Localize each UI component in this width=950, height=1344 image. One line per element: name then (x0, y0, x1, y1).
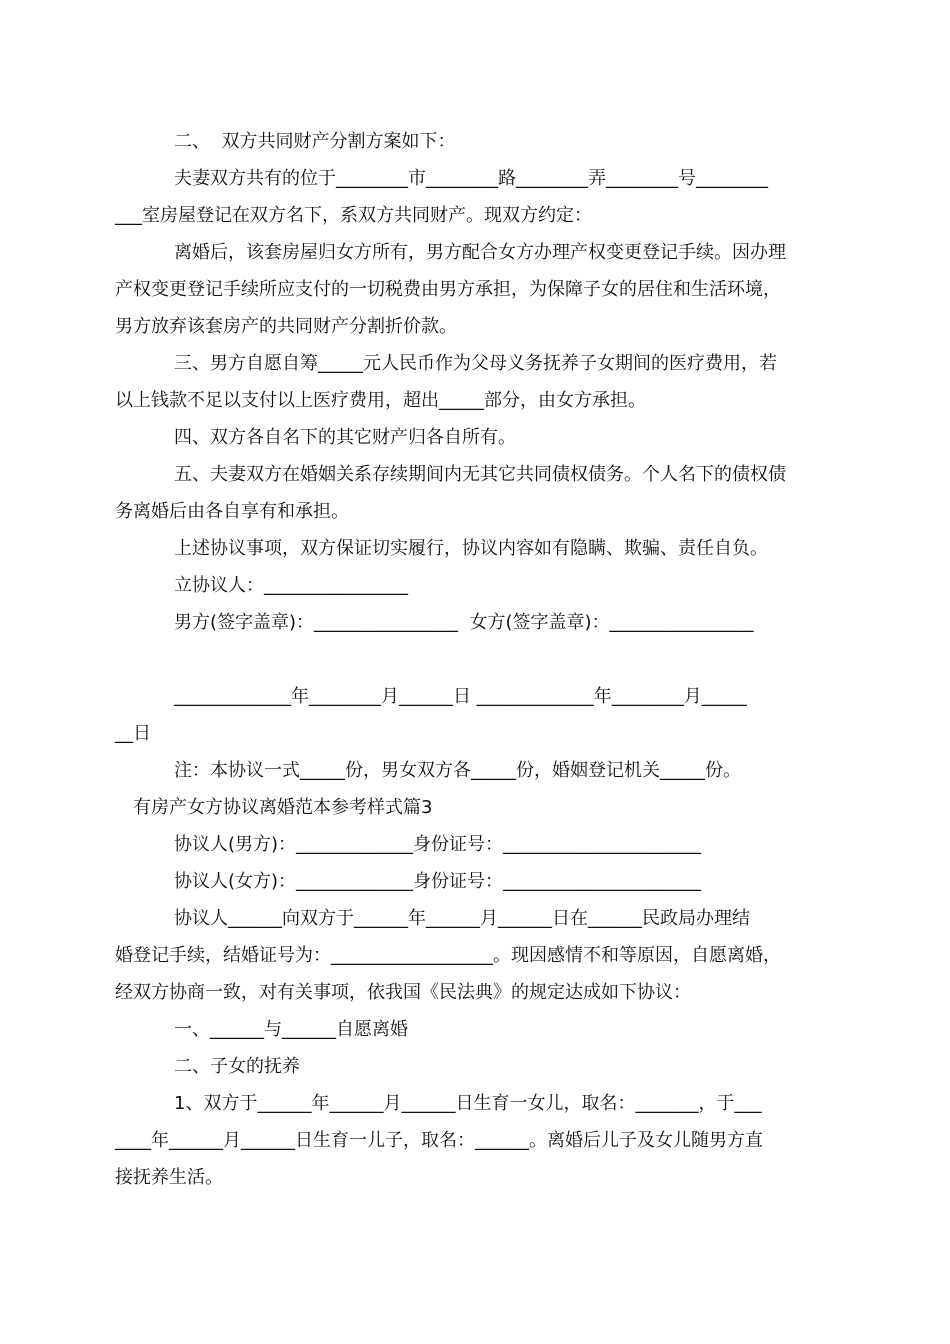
date-line-cont: __日 (115, 723, 151, 744)
party-male-line: 协议人(男方)：_____________身份证号：______________________ (174, 834, 702, 855)
property-address-line: 夫妻双方共有的位于________市________路________弄________号________ (174, 168, 768, 189)
section-five-line-cont: 务离婚后由各自享有和承担。 (115, 501, 349, 522)
marriage-registration-line: 协议人______向双方于______年______月______日在______民政局办理结 (174, 908, 750, 929)
child-custody-line-cont: ____年______月______日生育一儿子，取名：______。离婚后儿子及女儿随男方直 (115, 1130, 763, 1151)
clause-two-heading: 二、子女的抚养 (174, 1056, 300, 1077)
paragraph-line: 离婚后，该套房屋归女方所有，男方配合女方办理产权变更登记手续。因办理 (174, 242, 786, 263)
property-address-line-cont: ___室房屋登记在双方名下，系双方共同财产。现双方约定： (115, 205, 592, 226)
signatory-line: 立协议人：________________ (174, 575, 408, 596)
date-line: _____________年________月______日 _____________年________月_____ (174, 686, 747, 707)
paragraph-line: 男方放弃该套房产的共同财产分割折价款。 (115, 316, 457, 337)
section-four-line: 四、双方各自名下的其它财产归各自所有。 (174, 427, 516, 448)
section-two-heading: 二、 双方共同财产分割方案如下： (174, 131, 456, 152)
child-custody-line-end: 接抚养生活。 (115, 1167, 223, 1188)
agreement-intro-line: 经双方协商一致，对有关事项，依我国《民法典》的规定达成如下协议： (115, 982, 691, 1003)
section-five-line: 五、夫妻双方在婚姻关系存续期间内无其它共同债权债务。个人名下的债权债 (174, 464, 786, 485)
marriage-registration-line-cont: 婚登记手续，结婚证号为：__________________。现因感情不和等原因，自愿离婚， (115, 945, 781, 966)
section-three-line-cont: 以上钱款不足以支付以上医疗费用，超出_____部分，由女方承担。 (115, 390, 646, 411)
signature-line: 男方(签字盖章)：________________ 女方(签字盖章)：________________ (174, 612, 754, 633)
clause-one-line: 一、______与______自愿离婚 (174, 1019, 408, 1040)
party-female-line: 协议人(女方)：_____________身份证号：______________________ (174, 871, 702, 892)
paragraph-line: 产权变更登记手续所应支付的一切税费由男方承担，为保障子女的居住和生活环境， (115, 279, 781, 300)
child-custody-line: 1、双方于______年______月______日生育一女儿，取名：_______，于___ (174, 1093, 762, 1114)
template-title: 有房产女方协议离婚范本参考样式篇3 (133, 797, 433, 818)
guarantee-line: 上述协议事项，双方保证切实履行，协议内容如有隐瞒、欺骗、责任自负。 (174, 538, 768, 559)
section-three-line: 三、男方自愿自筹_____元人民币作为父母义务抚养子女期间的医疗费用，若 (174, 353, 777, 374)
copies-note: 注：本协议一式_____份，男女双方各_____份，婚姻登记机关_____份。 (174, 760, 741, 781)
